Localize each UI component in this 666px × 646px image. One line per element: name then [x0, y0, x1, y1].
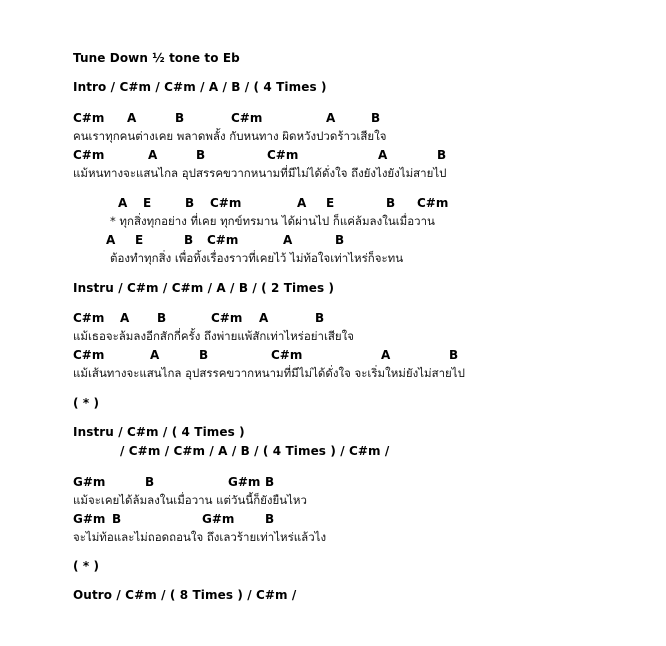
repeat-chorus-marker-2: ( * ): [73, 559, 100, 573]
lyric-line: แม้เส้นทางจะแสนไกล อุปสรรคขวากหนามที่มีไม่ได้ดั่งใจ จะเริ่มใหม่ยังไม่สายไป: [73, 366, 465, 380]
chord: B: [371, 111, 381, 125]
chord: A: [118, 196, 128, 210]
instru-section: Instru / C#m / C#m / A / B / ( 2 Times ): [73, 281, 335, 295]
instru-section-2: Instru / C#m / ( 4 Times ): [73, 425, 245, 439]
chord: C#m: [73, 311, 105, 325]
chord-row: [0, 196, 666, 212]
chord: B: [437, 148, 447, 162]
chord: B: [185, 196, 195, 210]
chord: G#m: [73, 512, 106, 526]
chord: G#m: [73, 475, 106, 489]
chord: C#m: [231, 111, 263, 125]
chord: A: [106, 233, 116, 247]
chord: B: [145, 475, 155, 489]
chord: C#m: [417, 196, 449, 210]
chord: A: [283, 233, 293, 247]
chord: B: [157, 311, 167, 325]
chord: E: [326, 196, 335, 210]
chord: A: [127, 111, 137, 125]
chord: E: [135, 233, 144, 247]
chord-row: [0, 233, 666, 249]
chord: C#m: [207, 233, 239, 247]
chord: C#m: [73, 111, 105, 125]
chord: E: [143, 196, 152, 210]
chord-row: [0, 148, 666, 164]
chord: G#m: [202, 512, 235, 526]
chord: B: [199, 348, 209, 362]
chord: B: [184, 233, 194, 247]
lyric-line: ต้องทำทุกสิ่ง เพื่อทิ้งเรื่องราวที่เคยไว้ ไม่ท้อใจเท่าไหร่ก็จะทน: [110, 251, 404, 265]
lyric-line: แม้หนทางจะแสนไกล อุปสรรคขวากหนามที่มีไม่ได้ดั่งใจ ถึงยังไงยังไม่สายไป: [73, 166, 447, 180]
chord: A: [297, 196, 307, 210]
chord: C#m: [211, 311, 243, 325]
chord-row: [0, 311, 666, 327]
chord: B: [265, 512, 275, 526]
lyric-line: จะไม่ท้อและไม่ถอดถอนใจ ถึงเลวร้ายเท่าไหร่แล้วไง: [73, 530, 327, 544]
chord-row: [0, 111, 666, 127]
chord: C#m: [73, 148, 105, 162]
outro-section: Outro / C#m / ( 8 Times ) / C#m /: [73, 588, 297, 602]
chord: B: [175, 111, 185, 125]
chord: B: [386, 196, 396, 210]
intro-section: Intro / C#m / C#m / A / B / ( 4 Times ): [73, 80, 327, 94]
chord: A: [381, 348, 391, 362]
tuning-note: Tune Down ½ tone to Eb: [73, 51, 240, 65]
chord: A: [378, 148, 388, 162]
chord: A: [150, 348, 160, 362]
chord: G#m: [228, 475, 261, 489]
chord: C#m: [267, 148, 299, 162]
chord: A: [120, 311, 130, 325]
lyric-line: แม้จะเคยได้ล้มลงในเมื่อวาน แต่วันนี้ก็ยังยืนไหว: [73, 493, 307, 507]
chord: A: [259, 311, 269, 325]
repeat-chorus-marker: ( * ): [73, 396, 100, 410]
chord-row: [0, 475, 666, 491]
chord-row: [0, 348, 666, 364]
chord: B: [112, 512, 122, 526]
chord: C#m: [73, 348, 105, 362]
lyric-line: คนเราทุกคนต่างเคย พลาดพลั้ง กับหนทาง ผิดหวังปวดร้าวเสียใจ: [73, 129, 387, 143]
chord: B: [315, 311, 325, 325]
chord: A: [326, 111, 336, 125]
chord: C#m: [271, 348, 303, 362]
instru-section-2-cont: / C#m / C#m / A / B / ( 4 Times ) / C#m /: [120, 444, 390, 458]
chord: C#m: [210, 196, 242, 210]
chord: A: [148, 148, 158, 162]
chord: B: [265, 475, 275, 489]
chord: B: [196, 148, 206, 162]
lyric-line: * ทุกสิ่งทุกอย่าง ที่เคย ทุกข์ทรมาน ได้ผ่านไป ก็แค่ล้มลงในเมื่อวาน: [110, 214, 435, 228]
chord: B: [449, 348, 459, 362]
lyric-line: แม้เธอจะล้มลงอีกสักกี่ครั้ง ถึงพ่ายแพ้สักเท่าไหร่อย่าเสียใจ: [73, 329, 354, 343]
chord-row: [0, 512, 666, 528]
chord: B: [335, 233, 345, 247]
